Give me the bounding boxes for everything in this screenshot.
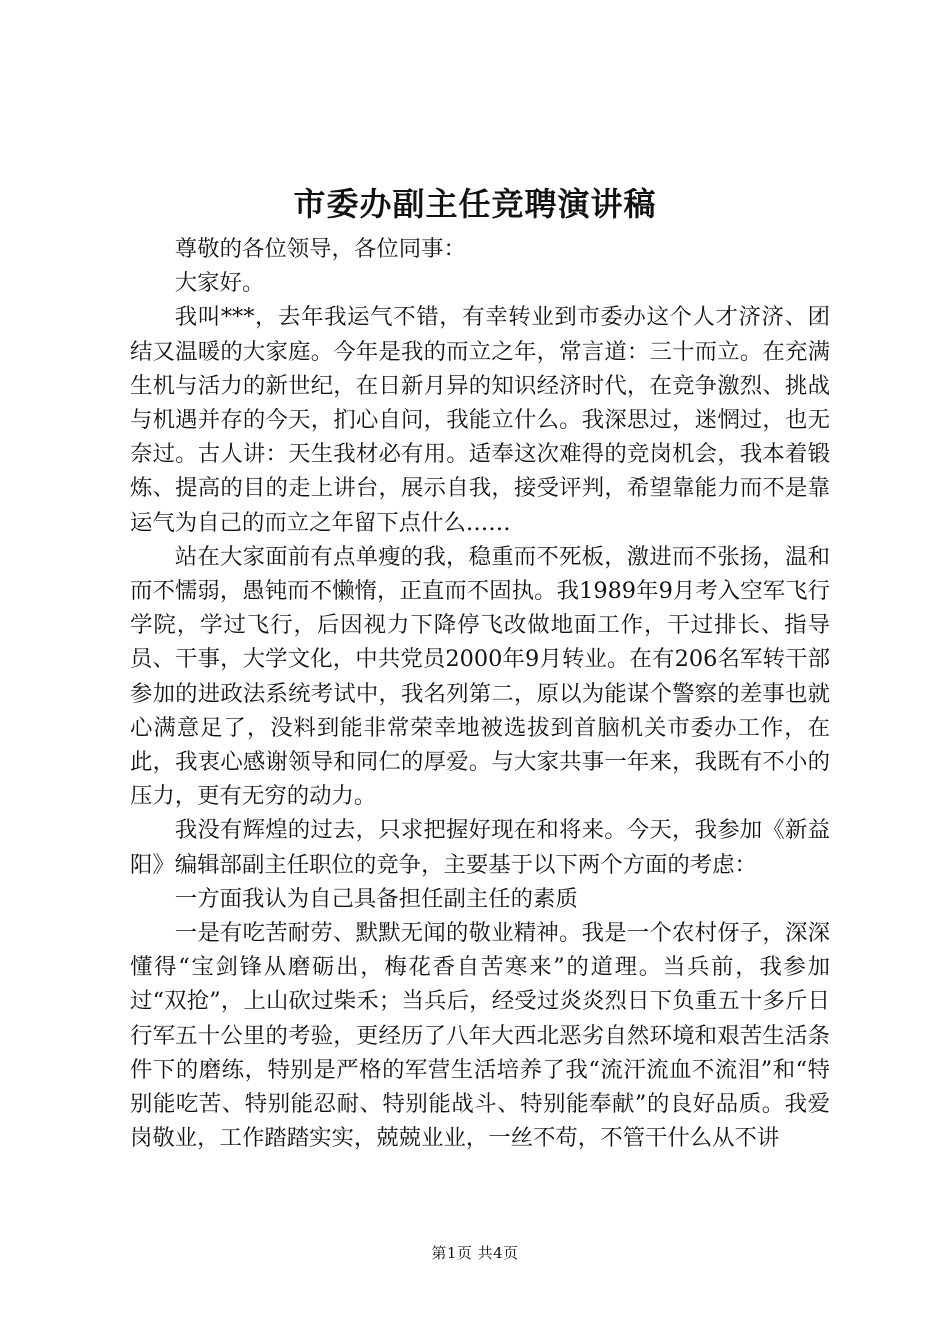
body-paragraph: 一是有吃苦耐劳、默默无闻的敬业精神。我是一个农村伢子，深深懂得“宝剑锋从磨砺出，梅花香自苦寒来”的道理。当兵前，我参加过“双抢”，上山砍过柴禾；当兵后，经受过炎炎烈日下负重五十多斤日行军五十公里的考验，更经历了八年大西北恶劣自然环境和艰苦生活条件下的磨练，特别是严格的军营生活培养了我“流汗流血不流泪”和“特别能吃苦、特别能忍耐、特别能战斗、特别能奉献”的良好品质。我爱岗敬业，工作踏踏实实，兢兢业业，一丝不苟，不管干什么从不讲 — [130, 920, 830, 1152]
body-paragraph: 站在大家面前有点单瘦的我，稳重而不死板，激进而不张扬，温和而不懦弱，愚钝而不懒惰，正直而不固执。我1989年9月考入空军飞行学院，学过飞行，后因视力下降停飞改做地面工作，干过排长、指导员、干事，大学文化，中共党员2000年9月转业。在有206名军转干部参加的进政法系统考试中，我名列第二，原以为能谋个警察的差事也就心满意足了，没料到能非常荣幸地被选拔到首脑机关市委办工作，在此，我衷心感谢领导和同仁的厚爱。与大家共事一年来，我既有不小的压力，更有无穷的动力。 — [130, 543, 830, 810]
body-paragraph: 我叫***，去年我运气不错，有幸转业到市委办这个人才济济、团结又温暖的大家庭。今年是我的而立之年，常言道：三十而立。在充满生机与活力的新世纪，在日新月异的知识经济时代，在竞争激烈、挑战与机遇并存的今天，扪心自问，我能立什么。我深思过，迷惘过，也无奈过。古人讲：天生我材必有用。适奉这次难得的竞岗机会，我本着锻炼、提高的目的走上讲台，展示自我，接受评判，希望靠能力而不是靠运气为自己的而立之年留下点什么…… — [130, 304, 830, 536]
body-paragraph: 我没有辉煌的过去，只求把握好现在和将来。今天，我参加《新益阳》编辑部副主任职位的竞争，主要基于以下两个方面的考虑： — [130, 817, 830, 878]
document-body — [130, 232, 830, 1155]
document-title: 市委办副主任竞聘演讲稿 — [293, 185, 657, 223]
section-heading-paragraph: 一方面我认为自己具备担任副主任的素质 — [174, 885, 578, 912]
salutation-paragraph: 尊敬的各位领导，各位同事： — [174, 236, 466, 262]
page-footer: 第1页 共4页 — [431, 1244, 519, 1262]
greeting-paragraph: 大家好。 — [174, 270, 265, 297]
